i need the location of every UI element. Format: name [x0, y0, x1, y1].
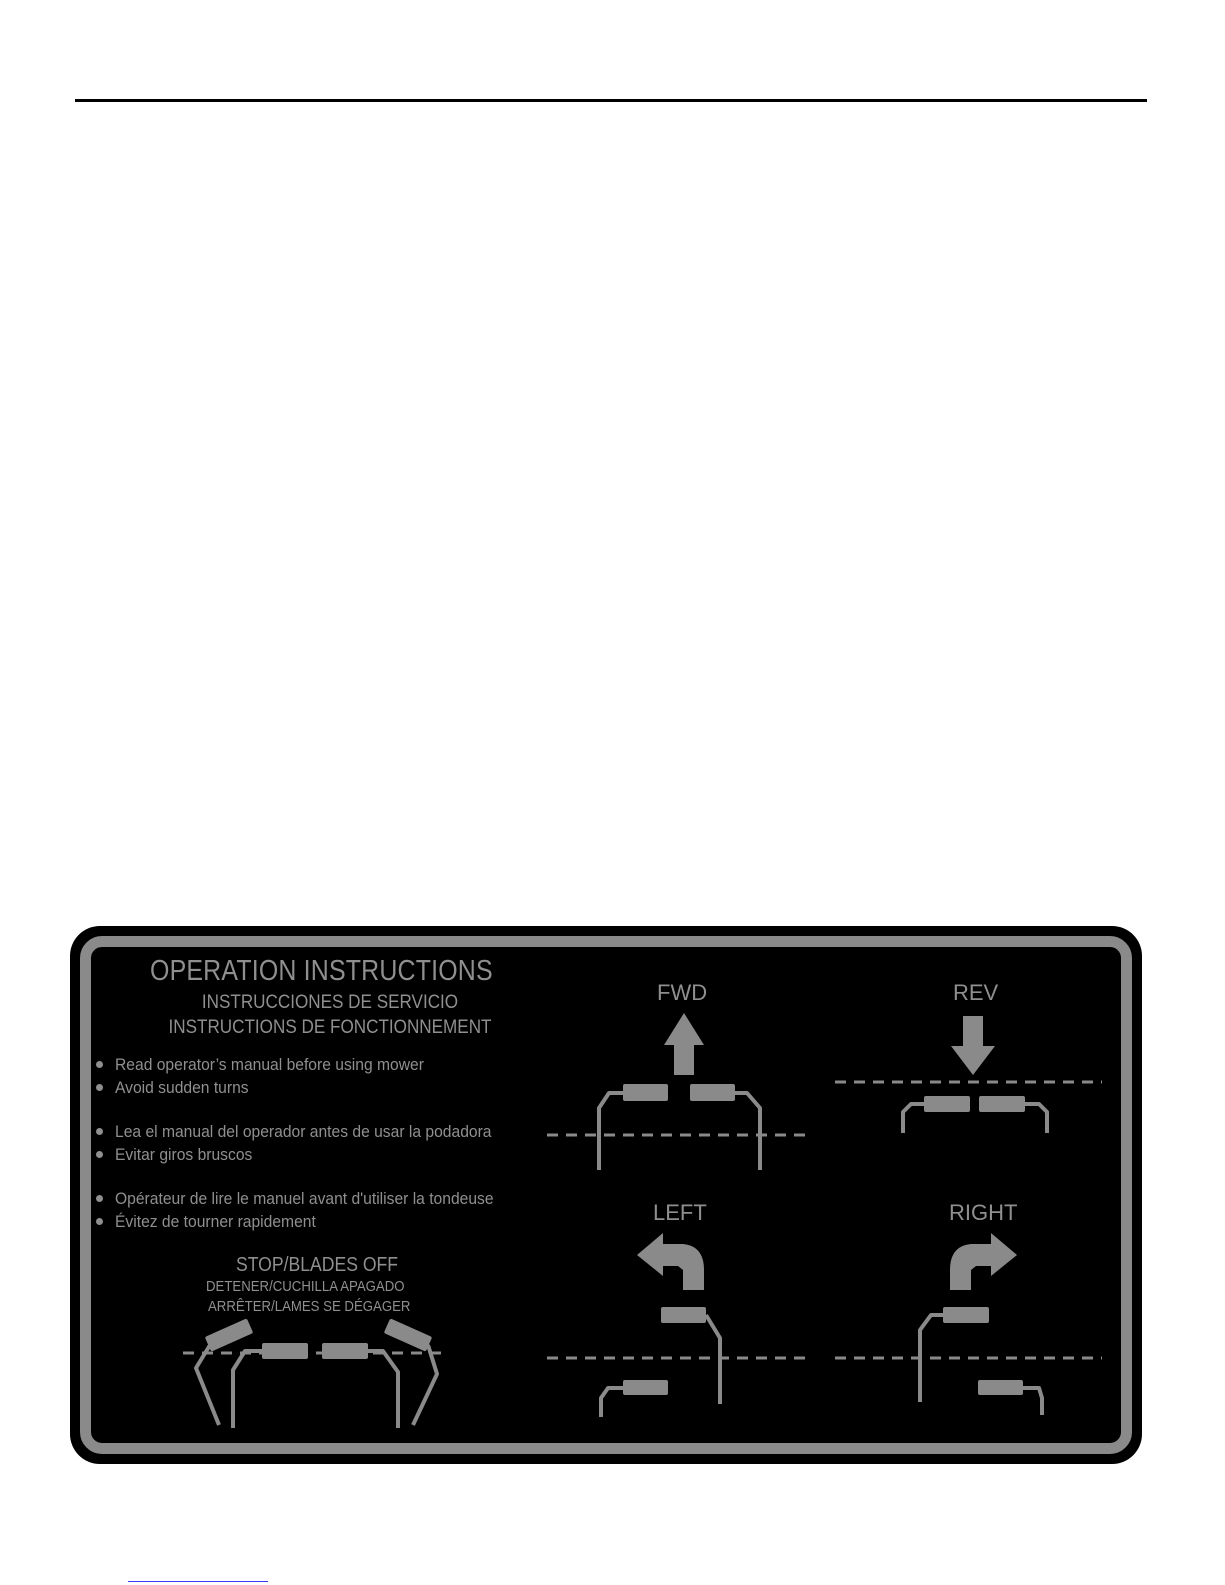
- rev-label: REV: [953, 980, 999, 1005]
- left-turn-arrow-icon: [637, 1233, 704, 1290]
- list-item: Lea el manual del operador antes de usar la podadora: [96, 1120, 546, 1143]
- control-lever-arm: [601, 1388, 623, 1417]
- stop-label-fr: ARRÊTER/LAMES SE DÉGAGER: [208, 1298, 411, 1315]
- control-lever-arm: [1025, 1104, 1047, 1133]
- list-item: Évitez de tourner rapidement: [96, 1210, 546, 1233]
- fwd-label: FWD: [657, 980, 708, 1005]
- list-item: Avoid sudden turns: [96, 1076, 546, 1099]
- control-lever-grip: [623, 1380, 668, 1395]
- control-lever-arm: [368, 1351, 398, 1428]
- control-lever-grip: [979, 1096, 1025, 1112]
- control-lever-grip: [924, 1096, 970, 1112]
- control-lever-grip: [690, 1084, 735, 1101]
- control-lever-grip: [384, 1318, 433, 1351]
- stop-label: STOP/BLADES OFF: [236, 1254, 399, 1276]
- list-item: Evitar giros bruscos: [96, 1143, 546, 1166]
- control-lever-arm: [196, 1345, 219, 1425]
- control-lever-arm: [903, 1104, 924, 1133]
- right-label: RIGHT: [949, 1200, 1018, 1225]
- control-lever-grip: [661, 1307, 706, 1323]
- list-item: Read operator’s manual before using mower: [96, 1053, 546, 1076]
- control-lever-grip: [978, 1380, 1023, 1395]
- stop-label-es: DETENER/CUCHILLA APAGADO: [206, 1278, 405, 1295]
- control-lever-grip: [623, 1084, 668, 1101]
- decal-subtitle-fr: INSTRUCTIONS DE FONCTIONNEMENT: [168, 1017, 492, 1038]
- control-lever-arm: [413, 1345, 437, 1425]
- control-lever-arm: [233, 1351, 262, 1428]
- footer-link-underline: [128, 1581, 268, 1582]
- left-label: LEFT: [653, 1200, 707, 1225]
- control-lever-arm: [1023, 1388, 1042, 1415]
- forward-arrow-icon: [664, 1013, 704, 1075]
- control-lever-grip: [943, 1307, 989, 1323]
- control-lever-grip: [205, 1318, 254, 1351]
- reverse-arrow-icon: [951, 1016, 995, 1075]
- decal-title: OPERATION INSTRUCTIONS: [150, 955, 493, 987]
- control-lever-grip: [322, 1343, 368, 1359]
- control-lever-arm: [735, 1093, 760, 1170]
- control-lever-grip: [262, 1343, 308, 1359]
- decal-subtitle-es: INSTRUCCIONES DE SERVICIO: [201, 992, 459, 1013]
- list-item: Opérateur de lire le manuel avant d'utiliser la tondeuse: [96, 1187, 546, 1210]
- control-lever-arm: [599, 1093, 623, 1170]
- right-turn-arrow-icon: [950, 1233, 1017, 1290]
